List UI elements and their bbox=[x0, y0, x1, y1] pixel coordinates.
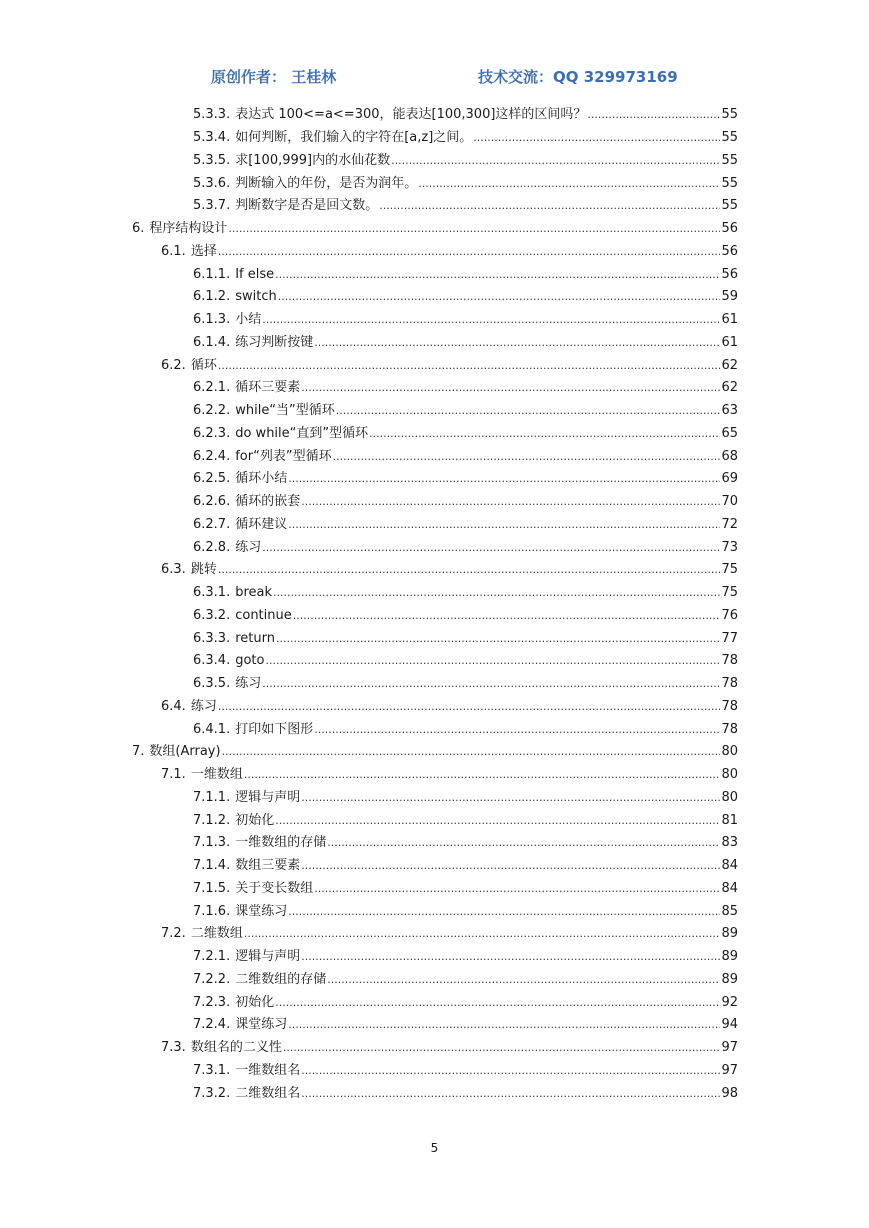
toc-entry[interactable] bbox=[0, 377, 869, 400]
toc-entry[interactable] bbox=[0, 241, 869, 264]
toc-entry-page: 59 bbox=[721, 289, 738, 305]
toc-entry-number: 6.2.3. bbox=[193, 425, 231, 441]
toc-dot-leader bbox=[288, 904, 720, 920]
toc-dot-leader bbox=[301, 1063, 720, 1079]
toc-dot-leader bbox=[327, 972, 720, 988]
toc-entry-page: 78 bbox=[721, 676, 738, 692]
toc-entry-title: 逻辑与声明 bbox=[235, 789, 301, 805]
header-contact: 技术交流：QQ 329973169 bbox=[478, 68, 678, 86]
toc-entry-title: 练习 bbox=[235, 539, 262, 555]
toc-entry-page: 84 bbox=[721, 880, 738, 896]
toc-dot-leader bbox=[278, 289, 721, 305]
toc-dot-leader bbox=[473, 130, 720, 146]
toc-entry-title: 一维数组名 bbox=[235, 1062, 301, 1078]
toc-dot-leader bbox=[218, 358, 721, 374]
toc-entry-number: 5.3.4. bbox=[193, 130, 231, 146]
toc-entry-page: 55 bbox=[721, 152, 738, 168]
toc-entry-page: 97 bbox=[721, 1062, 738, 1078]
toc-entry-page: 68 bbox=[721, 448, 738, 464]
toc-entry-page: 70 bbox=[721, 494, 738, 510]
toc-entry-page: 62 bbox=[721, 357, 738, 373]
toc-entry-number: 7.1. bbox=[161, 767, 186, 783]
toc-dot-leader bbox=[262, 676, 720, 692]
toc-entry-page: 94 bbox=[721, 1017, 738, 1033]
toc-entry[interactable] bbox=[0, 172, 869, 195]
toc-entry-number: 6.3.5. bbox=[193, 676, 231, 692]
toc-entry-number: 6.2.2. bbox=[193, 403, 231, 419]
toc-dot-leader bbox=[314, 335, 720, 351]
toc-entry-page: 56 bbox=[721, 221, 738, 237]
toc-dot-leader bbox=[418, 176, 720, 192]
toc-entry-page: 56 bbox=[721, 266, 738, 282]
toc-entry-page: 72 bbox=[721, 516, 738, 532]
toc-entry[interactable] bbox=[0, 627, 869, 650]
toc-entry-number: 7.2.2. bbox=[193, 971, 231, 987]
toc-entry-title: 一维数组 bbox=[190, 767, 243, 783]
toc-entry-title: 二维数组名 bbox=[235, 1085, 301, 1101]
toc-entry-page: 65 bbox=[721, 425, 738, 441]
toc-dot-leader bbox=[314, 881, 720, 897]
toc-entry-title: 练习 bbox=[190, 698, 217, 714]
toc-dot-leader bbox=[369, 426, 720, 442]
toc-dot-leader bbox=[327, 835, 720, 851]
toc-dot-leader bbox=[288, 1017, 720, 1033]
toc-entry[interactable] bbox=[0, 491, 869, 514]
toc-entry[interactable] bbox=[0, 263, 869, 286]
toc-entry-number: 5.3.7. bbox=[193, 198, 231, 214]
toc-entry-number: 7.3.2. bbox=[193, 1085, 231, 1101]
toc-entry-title: 初始化 bbox=[235, 994, 275, 1010]
toc-entry-page: 76 bbox=[721, 607, 738, 623]
toc-entry[interactable] bbox=[0, 309, 869, 332]
toc-entry-title: 二维数组的存储 bbox=[235, 971, 327, 987]
toc-dot-leader bbox=[301, 494, 720, 510]
toc-entry-title: 数组名的二义性 bbox=[190, 1040, 282, 1056]
toc-entry-page: 80 bbox=[721, 767, 738, 783]
toc-dot-leader bbox=[288, 517, 720, 533]
toc-dot-leader bbox=[218, 244, 721, 260]
toc-entry-title: 练习 bbox=[235, 676, 262, 692]
toc-entry[interactable] bbox=[0, 832, 869, 855]
toc-entry-number: 7.3. bbox=[161, 1040, 186, 1056]
toc-entry-title: 打印如下图形 bbox=[235, 721, 314, 737]
toc-entry-number: 7. bbox=[132, 744, 145, 760]
toc-entry-number: 6.2.8. bbox=[193, 539, 231, 555]
toc-dot-leader bbox=[336, 403, 721, 419]
toc-entry-number: 7.2.3. bbox=[193, 994, 231, 1010]
toc-entry-title: 表达式 100<=a<=300，能表达[100,300]这样的区间吗？ bbox=[235, 107, 587, 123]
toc-entry[interactable] bbox=[0, 673, 869, 696]
toc-entry-number: 6.2.7. bbox=[193, 516, 231, 532]
toc-entry-title: while“当”型循环 bbox=[235, 403, 335, 419]
toc-dot-leader bbox=[283, 1040, 721, 1056]
toc-entry[interactable] bbox=[0, 423, 869, 446]
toc-entry-title: 循环三要素 bbox=[235, 380, 301, 396]
toc-entry-number: 7.1.3. bbox=[193, 835, 231, 851]
toc-entry[interactable] bbox=[0, 878, 869, 901]
toc-entry[interactable] bbox=[0, 1014, 869, 1037]
toc-dot-leader bbox=[218, 562, 721, 578]
toc-entry-number: 6.3.4. bbox=[193, 653, 231, 669]
toc-entry[interactable] bbox=[0, 514, 869, 537]
toc-entry-number: 7.2. bbox=[161, 926, 186, 942]
toc-entry-title: 练习判断按键 bbox=[235, 334, 314, 350]
toc-entry-page: 73 bbox=[721, 539, 738, 555]
toc-entry-page: 89 bbox=[721, 949, 738, 965]
toc-entry-title: 关于变长数组 bbox=[235, 880, 314, 896]
toc-entry[interactable] bbox=[0, 605, 869, 628]
toc-entry-page: 92 bbox=[721, 994, 738, 1010]
toc-entry-title: 小结 bbox=[235, 312, 262, 328]
toc-entry-number: 6.1.2. bbox=[193, 289, 231, 305]
toc-dot-leader bbox=[275, 813, 720, 829]
toc-entry-number: 5.3.3. bbox=[193, 107, 231, 123]
toc-entry-number: 7.1.2. bbox=[193, 812, 231, 828]
toc-entry[interactable] bbox=[0, 787, 869, 810]
toc-entry-title: 求[100,999]内的水仙花数 bbox=[235, 152, 391, 168]
toc-dot-leader bbox=[288, 471, 720, 487]
toc-entry-number: 7.1.6. bbox=[193, 903, 231, 919]
toc-dot-leader bbox=[222, 744, 721, 760]
toc-dot-leader bbox=[265, 653, 720, 669]
toc-entry-number: 7.2.1. bbox=[193, 949, 231, 965]
toc-entry-number: 6.4.1. bbox=[193, 721, 231, 737]
toc-dot-leader bbox=[262, 312, 720, 328]
toc-entry-title: 数组(Array) bbox=[149, 744, 221, 760]
toc-entry[interactable] bbox=[0, 1082, 869, 1105]
toc-entry-title: 循环建议 bbox=[235, 516, 288, 532]
toc-dot-leader bbox=[301, 790, 720, 806]
toc-dot-leader bbox=[276, 631, 720, 647]
toc-entry-page: 62 bbox=[721, 380, 738, 396]
toc-dot-leader bbox=[301, 1086, 720, 1102]
toc-entry-title: 判断数字是否是回文数。 bbox=[235, 198, 379, 214]
toc-dot-leader bbox=[301, 380, 720, 396]
toc-dot-leader bbox=[244, 767, 721, 783]
toc-entry-page: 80 bbox=[721, 789, 738, 805]
toc-entry-title: 循环 bbox=[190, 357, 217, 373]
toc-entry-page: 61 bbox=[721, 334, 738, 350]
toc-entry-number: 6. bbox=[132, 221, 145, 237]
toc-entry-number: 7.1.1. bbox=[193, 789, 231, 805]
toc-entry-page: 61 bbox=[721, 312, 738, 328]
toc-entry[interactable] bbox=[0, 946, 869, 969]
toc-entry-number: 6.1. bbox=[161, 243, 186, 259]
toc-dot-leader bbox=[391, 153, 720, 169]
toc-entry[interactable] bbox=[0, 468, 869, 491]
toc-entry-number: 6.2.4. bbox=[193, 448, 231, 464]
toc-entry-title: 一维数组的存储 bbox=[235, 835, 327, 851]
toc-entry-page: 83 bbox=[721, 835, 738, 851]
toc-entry-page: 85 bbox=[721, 903, 738, 919]
toc-entry[interactable] bbox=[0, 809, 869, 832]
toc-entry-page: 80 bbox=[721, 744, 738, 760]
toc-entry-title: switch bbox=[235, 289, 277, 305]
toc-entry-page: 55 bbox=[721, 198, 738, 214]
toc-entry-number: 6.4. bbox=[161, 698, 186, 714]
toc-entry-number: 6.1.4. bbox=[193, 334, 231, 350]
toc-entry[interactable] bbox=[0, 764, 869, 787]
toc-entry-title: If else bbox=[235, 266, 275, 282]
toc-entry-number: 5.3.6. bbox=[193, 175, 231, 191]
toc-entry-page: 69 bbox=[721, 471, 738, 487]
toc-entry-title: return bbox=[235, 630, 275, 646]
toc-entry[interactable] bbox=[0, 536, 869, 559]
toc-dot-leader bbox=[333, 449, 721, 465]
toc-dot-leader bbox=[314, 722, 720, 738]
toc-entry[interactable] bbox=[0, 104, 869, 127]
toc-entry-number: 6.3.3. bbox=[193, 630, 231, 646]
toc-entry-title: 程序结构设计 bbox=[149, 221, 228, 237]
toc-entry-page: 78 bbox=[721, 698, 738, 714]
toc-entry-title: 判断输入的年份，是否为润年。 bbox=[235, 175, 418, 191]
toc-entry-page: 89 bbox=[721, 971, 738, 987]
toc-entry-title: for“列表”型循环 bbox=[235, 448, 332, 464]
toc-entry[interactable] bbox=[0, 195, 869, 218]
toc-dot-leader bbox=[379, 198, 720, 214]
toc-entry[interactable] bbox=[0, 1037, 869, 1060]
toc-entry-number: 6.1.3. bbox=[193, 312, 231, 328]
toc-entry-page: 75 bbox=[721, 585, 738, 601]
toc-entry[interactable] bbox=[0, 150, 869, 173]
toc-entry[interactable] bbox=[0, 354, 869, 377]
toc-entry-page: 89 bbox=[721, 926, 738, 942]
toc-entry-number: 6.2.5. bbox=[193, 471, 231, 487]
toc-entry-page: 78 bbox=[721, 721, 738, 737]
toc-dot-leader bbox=[293, 608, 721, 624]
toc-entry-page: 78 bbox=[721, 653, 738, 669]
toc-entry[interactable] bbox=[0, 969, 869, 992]
toc-entry[interactable] bbox=[0, 332, 869, 355]
toc-entry-number: 6.2.6. bbox=[193, 494, 231, 510]
toc-entry-title: 初始化 bbox=[235, 812, 275, 828]
toc-dot-leader bbox=[301, 949, 720, 965]
toc-entry-title: break bbox=[235, 585, 273, 601]
toc-entry[interactable] bbox=[0, 400, 869, 423]
toc-dot-leader bbox=[301, 858, 720, 874]
toc-entry-title: 逻辑与声明 bbox=[235, 949, 301, 965]
toc-entry[interactable] bbox=[0, 127, 869, 150]
toc-entry[interactable] bbox=[0, 696, 869, 719]
page-number: 5 bbox=[430, 1141, 439, 1155]
toc-entry[interactable] bbox=[0, 923, 869, 946]
toc-entry[interactable] bbox=[0, 991, 869, 1014]
toc-entry-title: continue bbox=[235, 607, 292, 623]
toc-entry-page: 75 bbox=[721, 562, 738, 578]
toc-dot-leader bbox=[275, 995, 720, 1011]
toc-entry-number: 6.2. bbox=[161, 357, 186, 373]
toc-entry-title: 数组三要素 bbox=[235, 858, 301, 874]
toc-entry-page: 55 bbox=[721, 107, 738, 123]
toc-entry-title: 课堂练习 bbox=[235, 903, 288, 919]
toc-entry-title: 循环小结 bbox=[235, 471, 288, 487]
toc-entry[interactable] bbox=[0, 582, 869, 605]
toc-dot-leader bbox=[244, 926, 721, 942]
toc-entry[interactable] bbox=[0, 741, 869, 764]
toc-entry-title: 循环的嵌套 bbox=[235, 494, 301, 510]
toc-entry-number: 7.1.5. bbox=[193, 880, 231, 896]
toc-entry-number: 6.3.1. bbox=[193, 585, 231, 601]
toc-entry-number: 7.2.4. bbox=[193, 1017, 231, 1033]
toc-entry-title: 如何判断，我们输入的字符在[a,z]之间。 bbox=[235, 130, 473, 146]
table-of-contents bbox=[0, 104, 869, 1105]
toc-entry[interactable] bbox=[0, 718, 869, 741]
toc-entry[interactable] bbox=[0, 218, 869, 241]
toc-entry[interactable] bbox=[0, 900, 869, 923]
toc-dot-leader bbox=[228, 221, 720, 237]
toc-entry-page: 97 bbox=[721, 1040, 738, 1056]
toc-entry-title: goto bbox=[235, 653, 265, 669]
toc-entry-page: 77 bbox=[721, 630, 738, 646]
toc-entry-page: 55 bbox=[721, 130, 738, 146]
toc-dot-leader bbox=[587, 107, 720, 123]
toc-entry[interactable] bbox=[0, 855, 869, 878]
toc-entry-number: 7.3.1. bbox=[193, 1062, 231, 1078]
toc-entry-page: 98 bbox=[721, 1085, 738, 1101]
toc-entry-page: 56 bbox=[721, 243, 738, 259]
toc-entry[interactable] bbox=[0, 286, 869, 309]
toc-entry-number: 6.3.2. bbox=[193, 607, 231, 623]
toc-dot-leader bbox=[275, 267, 720, 283]
toc-entry-page: 81 bbox=[721, 812, 738, 828]
toc-entry-number: 6.3. bbox=[161, 562, 186, 578]
toc-entry-page: 63 bbox=[721, 403, 738, 419]
page-header bbox=[0, 63, 869, 89]
toc-entry-title: do while“直到”型循环 bbox=[235, 425, 369, 441]
header-author: 原创作者： 王桂林 bbox=[211, 68, 337, 86]
toc-entry-number: 6.2.1. bbox=[193, 380, 231, 396]
toc-entry-title: 二维数组 bbox=[190, 926, 243, 942]
toc-entry-number: 7.1.4. bbox=[193, 858, 231, 874]
toc-entry-title: 跳转 bbox=[190, 562, 217, 578]
toc-entry-title: 选择 bbox=[190, 243, 217, 259]
toc-entry-page: 84 bbox=[721, 858, 738, 874]
toc-entry[interactable] bbox=[0, 445, 869, 468]
toc-dot-leader bbox=[218, 699, 721, 715]
toc-entry-page: 55 bbox=[721, 175, 738, 191]
toc-dot-leader bbox=[273, 585, 720, 601]
toc-entry[interactable] bbox=[0, 650, 869, 673]
toc-entry[interactable] bbox=[0, 1060, 869, 1083]
toc-entry-number: 5.3.5. bbox=[193, 152, 231, 168]
toc-entry-title: 课堂练习 bbox=[235, 1017, 288, 1033]
toc-entry-number: 6.1.1. bbox=[193, 266, 231, 282]
toc-entry[interactable] bbox=[0, 559, 869, 582]
toc-dot-leader bbox=[262, 540, 720, 556]
